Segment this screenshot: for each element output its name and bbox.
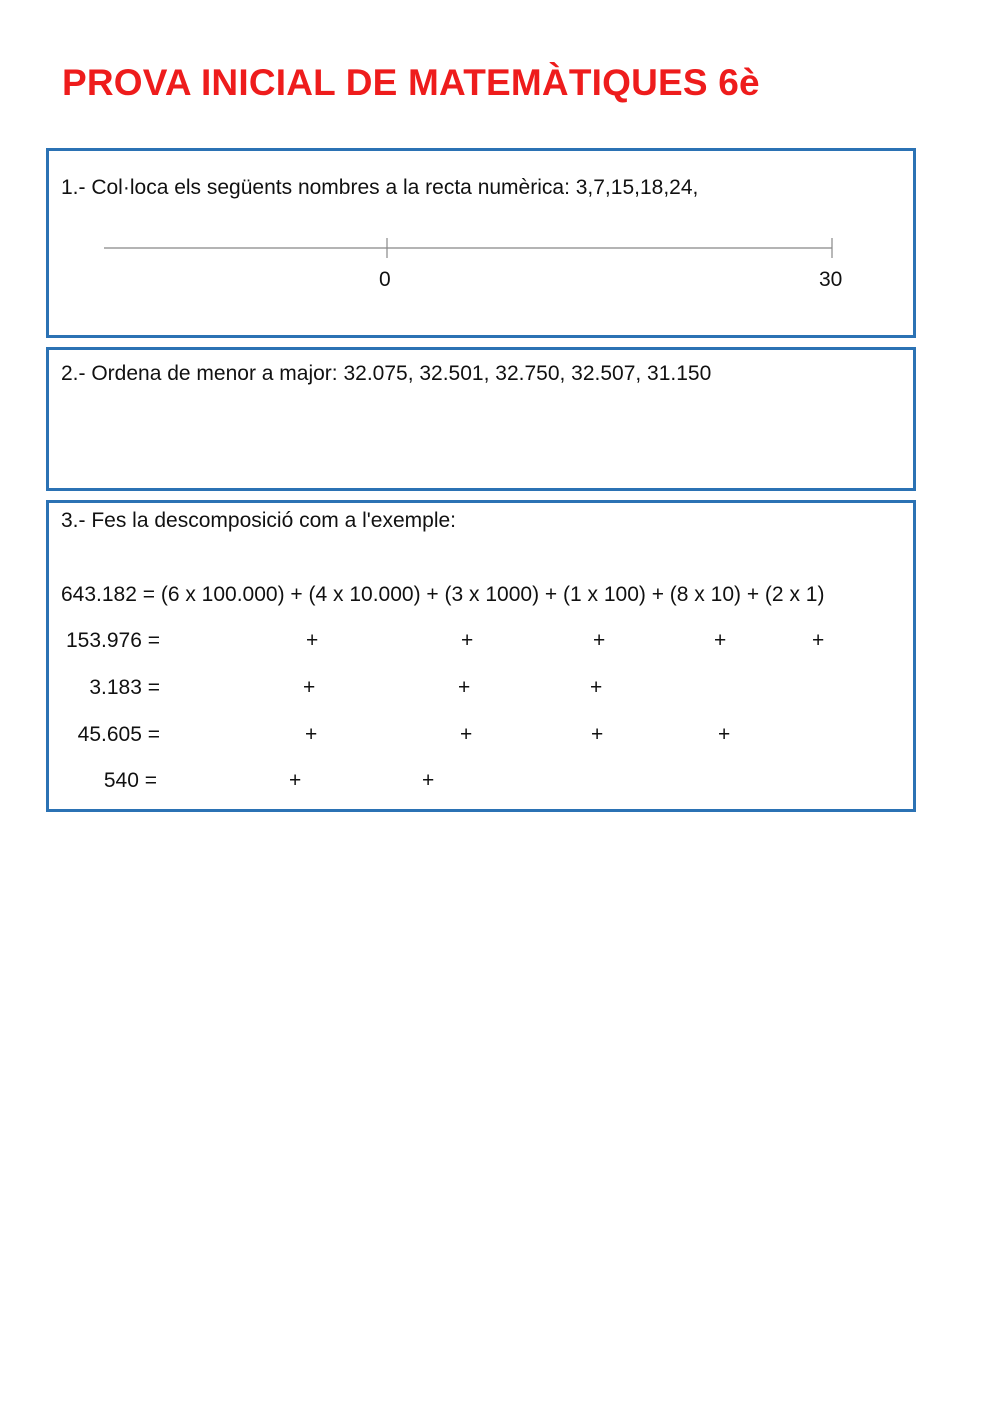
plus-sign: +: [289, 769, 302, 792]
plus-sign: +: [714, 629, 727, 652]
plus-sign: +: [303, 676, 316, 699]
plus-sign: +: [812, 629, 825, 652]
plus-sign: +: [461, 629, 474, 652]
number-line-label-end: 30: [819, 268, 843, 291]
question-3-box: [46, 500, 916, 812]
question-1-box: [46, 148, 916, 338]
row-number-label: 45.605 =: [77, 723, 160, 746]
plus-sign: +: [590, 676, 603, 699]
plus-sign: +: [593, 629, 606, 652]
question-1-text: 1.- Col·loca els següents nombres a la recta numèrica: 3,7,15,18,24,: [61, 176, 699, 199]
plus-sign: +: [305, 723, 318, 746]
row-number-label: 540 =: [103, 769, 157, 792]
page-title: PROVA INICIAL DE MATEMÀTIQUES 6è: [62, 62, 760, 103]
question-2-text: 2.- Ordena de menor a major: 32.075, 32.501, 32.750, 32.507, 31.150: [61, 362, 712, 385]
decomposition-example: 643.182 = (6 x 100.000) + (4 x 10.000) + (3 x 1000) + (1 x 100) + (8 x 10) + (2 x 1): [61, 583, 825, 606]
plus-sign: +: [718, 723, 731, 746]
plus-sign: +: [306, 629, 319, 652]
question-2-box: [46, 347, 916, 491]
question-3-text: 3.- Fes la descomposició com a l'exemple:: [61, 509, 457, 532]
number-line[interactable]: [104, 238, 844, 258]
number-line-label-start: 0: [379, 268, 391, 291]
plus-sign: +: [422, 769, 435, 792]
row-number-label: 3.183 =: [89, 676, 160, 699]
plus-sign: +: [591, 723, 604, 746]
row-number-label: 153.976 =: [65, 629, 160, 652]
plus-sign: +: [458, 676, 471, 699]
plus-sign: +: [460, 723, 473, 746]
